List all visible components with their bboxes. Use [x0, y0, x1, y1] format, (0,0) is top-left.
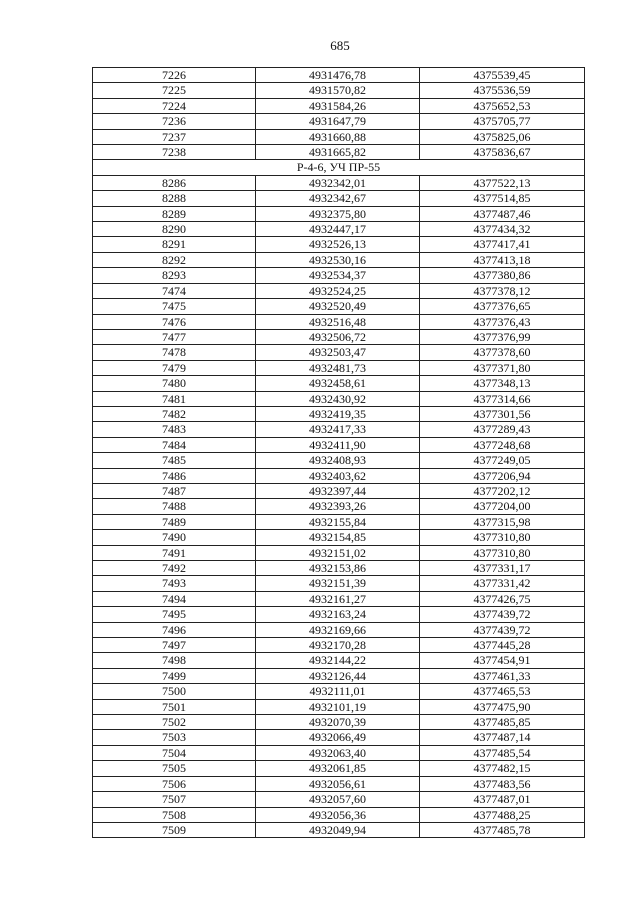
- x-coordinate-cell: 4932057,60: [256, 792, 420, 807]
- table-row: [93, 561, 585, 576]
- y-coordinate-cell: 4377248,68: [420, 437, 585, 452]
- point-number-cell: 7490: [93, 530, 256, 545]
- y-coordinate-cell: 4377485,78: [420, 822, 585, 837]
- point-number-cell: 7499: [93, 668, 256, 683]
- x-coordinate-cell: 4932520,49: [256, 299, 420, 314]
- table-row: [93, 668, 585, 683]
- point-number-cell: 7493: [93, 576, 256, 591]
- point-number-cell: 7497: [93, 638, 256, 653]
- x-coordinate-cell: 4932503,47: [256, 345, 420, 360]
- table-row: [93, 83, 585, 98]
- point-number-cell: 8288: [93, 191, 256, 206]
- table-row: [93, 807, 585, 822]
- table-row: [93, 114, 585, 129]
- point-number-cell: 7478: [93, 345, 256, 360]
- y-coordinate-cell: 4375539,45: [420, 68, 585, 83]
- y-coordinate-cell: 4377249,05: [420, 453, 585, 468]
- table-row: [93, 345, 585, 360]
- y-coordinate-cell: 4377204,00: [420, 499, 585, 514]
- table-row: [93, 252, 585, 267]
- y-coordinate-cell: 4377206,94: [420, 468, 585, 483]
- y-coordinate-cell: 4377434,32: [420, 222, 585, 237]
- point-number-cell: 7236: [93, 114, 256, 129]
- table-row: [93, 745, 585, 760]
- point-number-cell: 7491: [93, 545, 256, 560]
- point-number-cell: 7502: [93, 715, 256, 730]
- point-number-cell: 7482: [93, 406, 256, 421]
- table-row: [93, 268, 585, 283]
- y-coordinate-cell: 4375652,53: [420, 98, 585, 113]
- x-coordinate-cell: 4932056,36: [256, 807, 420, 822]
- table-row: [93, 530, 585, 545]
- point-number-cell: 7481: [93, 391, 256, 406]
- table-row: [93, 437, 585, 452]
- table-row: [93, 237, 585, 252]
- y-coordinate-cell: 4375825,06: [420, 129, 585, 144]
- x-coordinate-cell: 4932419,35: [256, 406, 420, 421]
- x-coordinate-cell: 4932458,61: [256, 376, 420, 391]
- point-number-cell: 7503: [93, 730, 256, 745]
- y-coordinate-cell: 4377488,25: [420, 807, 585, 822]
- table-row: [93, 638, 585, 653]
- x-coordinate-cell: 4932111,01: [256, 684, 420, 699]
- y-coordinate-cell: 4377439,72: [420, 607, 585, 622]
- y-coordinate-cell: 4377445,28: [420, 638, 585, 653]
- section-header-row: [93, 160, 585, 175]
- table-row: [93, 792, 585, 807]
- section-label: Р-4-6, УЧ ПР-55: [93, 160, 585, 175]
- y-coordinate-cell: 4377522,13: [420, 175, 585, 190]
- y-coordinate-cell: 4377439,72: [420, 622, 585, 637]
- x-coordinate-cell: 4932408,93: [256, 453, 420, 468]
- x-coordinate-cell: 4932154,85: [256, 530, 420, 545]
- x-coordinate-cell: 4932061,85: [256, 761, 420, 776]
- table-row: [93, 684, 585, 699]
- point-number-cell: 7489: [93, 514, 256, 529]
- point-number-cell: 7505: [93, 761, 256, 776]
- x-coordinate-cell: 4932342,67: [256, 191, 420, 206]
- point-number-cell: 7486: [93, 468, 256, 483]
- y-coordinate-cell: 4377465,53: [420, 684, 585, 699]
- y-coordinate-cell: 4377487,01: [420, 792, 585, 807]
- y-coordinate-cell: 4377315,98: [420, 514, 585, 529]
- y-coordinate-cell: 4377417,41: [420, 237, 585, 252]
- x-coordinate-cell: 4932170,28: [256, 638, 420, 653]
- point-number-cell: 8286: [93, 175, 256, 190]
- x-coordinate-cell: 4932481,73: [256, 360, 420, 375]
- y-coordinate-cell: 4377331,17: [420, 561, 585, 576]
- x-coordinate-cell: 4932417,33: [256, 422, 420, 437]
- table-row: [93, 299, 585, 314]
- table-row: [93, 222, 585, 237]
- y-coordinate-cell: 4377376,99: [420, 329, 585, 344]
- x-coordinate-cell: 4931570,82: [256, 83, 420, 98]
- x-coordinate-cell: 4932101,19: [256, 699, 420, 714]
- y-coordinate-cell: 4375705,77: [420, 114, 585, 129]
- point-number-cell: 7483: [93, 422, 256, 437]
- table-row: [93, 68, 585, 83]
- y-coordinate-cell: 4377413,18: [420, 252, 585, 267]
- point-number-cell: 7476: [93, 314, 256, 329]
- x-coordinate-cell: 4932066,49: [256, 730, 420, 745]
- table-row: [93, 129, 585, 144]
- table-row: [93, 453, 585, 468]
- y-coordinate-cell: 4377461,33: [420, 668, 585, 683]
- point-number-cell: 7506: [93, 776, 256, 791]
- table-row: [93, 576, 585, 591]
- table-row: [93, 622, 585, 637]
- point-number-cell: 7501: [93, 699, 256, 714]
- x-coordinate-cell: 4931584,26: [256, 98, 420, 113]
- table-row: [93, 715, 585, 730]
- table-row: [93, 314, 585, 329]
- point-number-cell: 7479: [93, 360, 256, 375]
- y-coordinate-cell: 4377301,56: [420, 406, 585, 421]
- table-row: [93, 776, 585, 791]
- table-row: [93, 483, 585, 498]
- point-number-cell: 7507: [93, 792, 256, 807]
- x-coordinate-cell: 4932151,39: [256, 576, 420, 591]
- y-coordinate-cell: 4377514,85: [420, 191, 585, 206]
- y-coordinate-cell: 4377378,12: [420, 283, 585, 298]
- table-row: [93, 822, 585, 837]
- coordinates-table: [92, 67, 585, 838]
- x-coordinate-cell: 4932375,80: [256, 206, 420, 221]
- point-number-cell: 8290: [93, 222, 256, 237]
- point-number-cell: 7496: [93, 622, 256, 637]
- x-coordinate-cell: 4932144,22: [256, 653, 420, 668]
- y-coordinate-cell: 4377378,60: [420, 345, 585, 360]
- y-coordinate-cell: 4377348,13: [420, 376, 585, 391]
- point-number-cell: 7484: [93, 437, 256, 452]
- y-coordinate-cell: 4377487,46: [420, 206, 585, 221]
- point-number-cell: 7477: [93, 329, 256, 344]
- table-row: [93, 730, 585, 745]
- point-number-cell: 7474: [93, 283, 256, 298]
- point-number-cell: 7237: [93, 129, 256, 144]
- point-number-cell: 7480: [93, 376, 256, 391]
- x-coordinate-cell: 4932169,66: [256, 622, 420, 637]
- table-row: [93, 607, 585, 622]
- y-coordinate-cell: 4377483,56: [420, 776, 585, 791]
- y-coordinate-cell: 4377454,91: [420, 653, 585, 668]
- table-row: [93, 191, 585, 206]
- point-number-cell: 7485: [93, 453, 256, 468]
- x-coordinate-cell: 4932530,16: [256, 252, 420, 267]
- point-number-cell: 7509: [93, 822, 256, 837]
- x-coordinate-cell: 4932342,01: [256, 175, 420, 190]
- table-row: [93, 376, 585, 391]
- x-coordinate-cell: 4931476,78: [256, 68, 420, 83]
- x-coordinate-cell: 4932161,27: [256, 591, 420, 606]
- coordinates-table-body: [93, 68, 585, 838]
- y-coordinate-cell: 4377380,86: [420, 268, 585, 283]
- y-coordinate-cell: 4377310,80: [420, 530, 585, 545]
- x-coordinate-cell: 4932070,39: [256, 715, 420, 730]
- y-coordinate-cell: 4377426,75: [420, 591, 585, 606]
- x-coordinate-cell: 4932151,02: [256, 545, 420, 560]
- y-coordinate-cell: 4377310,80: [420, 545, 585, 560]
- point-number-cell: 7225: [93, 83, 256, 98]
- point-number-cell: 7224: [93, 98, 256, 113]
- y-coordinate-cell: 4377376,43: [420, 314, 585, 329]
- x-coordinate-cell: 4932430,92: [256, 391, 420, 406]
- point-number-cell: 7238: [93, 145, 256, 160]
- point-number-cell: 7508: [93, 807, 256, 822]
- x-coordinate-cell: 4932534,37: [256, 268, 420, 283]
- x-coordinate-cell: 4932526,13: [256, 237, 420, 252]
- page-number: 685: [330, 38, 350, 53]
- point-number-cell: 8293: [93, 268, 256, 283]
- table-row: [93, 514, 585, 529]
- y-coordinate-cell: 4377487,14: [420, 730, 585, 745]
- x-coordinate-cell: 4932126,44: [256, 668, 420, 683]
- point-number-cell: 7226: [93, 68, 256, 83]
- x-coordinate-cell: 4932153,86: [256, 561, 420, 576]
- x-coordinate-cell: 4931647,79: [256, 114, 420, 129]
- point-number-cell: 7498: [93, 653, 256, 668]
- table-row: [93, 761, 585, 776]
- y-coordinate-cell: 4377482,15: [420, 761, 585, 776]
- table-row: [93, 98, 585, 113]
- point-number-cell: 7475: [93, 299, 256, 314]
- y-coordinate-cell: 4377475,90: [420, 699, 585, 714]
- table-row: [93, 283, 585, 298]
- point-number-cell: 7492: [93, 561, 256, 576]
- y-coordinate-cell: 4377371,80: [420, 360, 585, 375]
- table-row: [93, 653, 585, 668]
- x-coordinate-cell: 4931660,88: [256, 129, 420, 144]
- point-number-cell: 7504: [93, 745, 256, 760]
- point-number-cell: 7487: [93, 483, 256, 498]
- point-number-cell: 8292: [93, 252, 256, 267]
- y-coordinate-cell: 4375536,59: [420, 83, 585, 98]
- y-coordinate-cell: 4377331,42: [420, 576, 585, 591]
- x-coordinate-cell: 4932063,40: [256, 745, 420, 760]
- point-number-cell: 8291: [93, 237, 256, 252]
- table-row: [93, 329, 585, 344]
- y-coordinate-cell: 4377485,54: [420, 745, 585, 760]
- table-row: [93, 175, 585, 190]
- table-row: [93, 422, 585, 437]
- x-coordinate-cell: 4932524,25: [256, 283, 420, 298]
- table-row: [93, 545, 585, 560]
- table-row: [93, 145, 585, 160]
- y-coordinate-cell: 4377202,12: [420, 483, 585, 498]
- x-coordinate-cell: 4932163,24: [256, 607, 420, 622]
- x-coordinate-cell: 4932056,61: [256, 776, 420, 791]
- x-coordinate-cell: 4932506,72: [256, 329, 420, 344]
- point-number-cell: 7494: [93, 591, 256, 606]
- point-number-cell: 8289: [93, 206, 256, 221]
- y-coordinate-cell: 4377289,43: [420, 422, 585, 437]
- table-row: [93, 699, 585, 714]
- y-coordinate-cell: 4377485,85: [420, 715, 585, 730]
- table-row: [93, 206, 585, 221]
- x-coordinate-cell: 4932155,84: [256, 514, 420, 529]
- table-row: [93, 591, 585, 606]
- table-row: [93, 406, 585, 421]
- x-coordinate-cell: 4932397,44: [256, 483, 420, 498]
- table-row: [93, 499, 585, 514]
- y-coordinate-cell: 4377376,65: [420, 299, 585, 314]
- x-coordinate-cell: 4932516,48: [256, 314, 420, 329]
- point-number-cell: 7495: [93, 607, 256, 622]
- point-number-cell: 7488: [93, 499, 256, 514]
- point-number-cell: 7500: [93, 684, 256, 699]
- x-coordinate-cell: 4932393,26: [256, 499, 420, 514]
- y-coordinate-cell: 4375836,67: [420, 145, 585, 160]
- x-coordinate-cell: 4932411,90: [256, 437, 420, 452]
- table-row: [93, 360, 585, 375]
- x-coordinate-cell: 4932049,94: [256, 822, 420, 837]
- table-row: [93, 468, 585, 483]
- table-row: [93, 391, 585, 406]
- x-coordinate-cell: 4932403,62: [256, 468, 420, 483]
- x-coordinate-cell: 4932447,17: [256, 222, 420, 237]
- x-coordinate-cell: 4931665,82: [256, 145, 420, 160]
- y-coordinate-cell: 4377314,66: [420, 391, 585, 406]
